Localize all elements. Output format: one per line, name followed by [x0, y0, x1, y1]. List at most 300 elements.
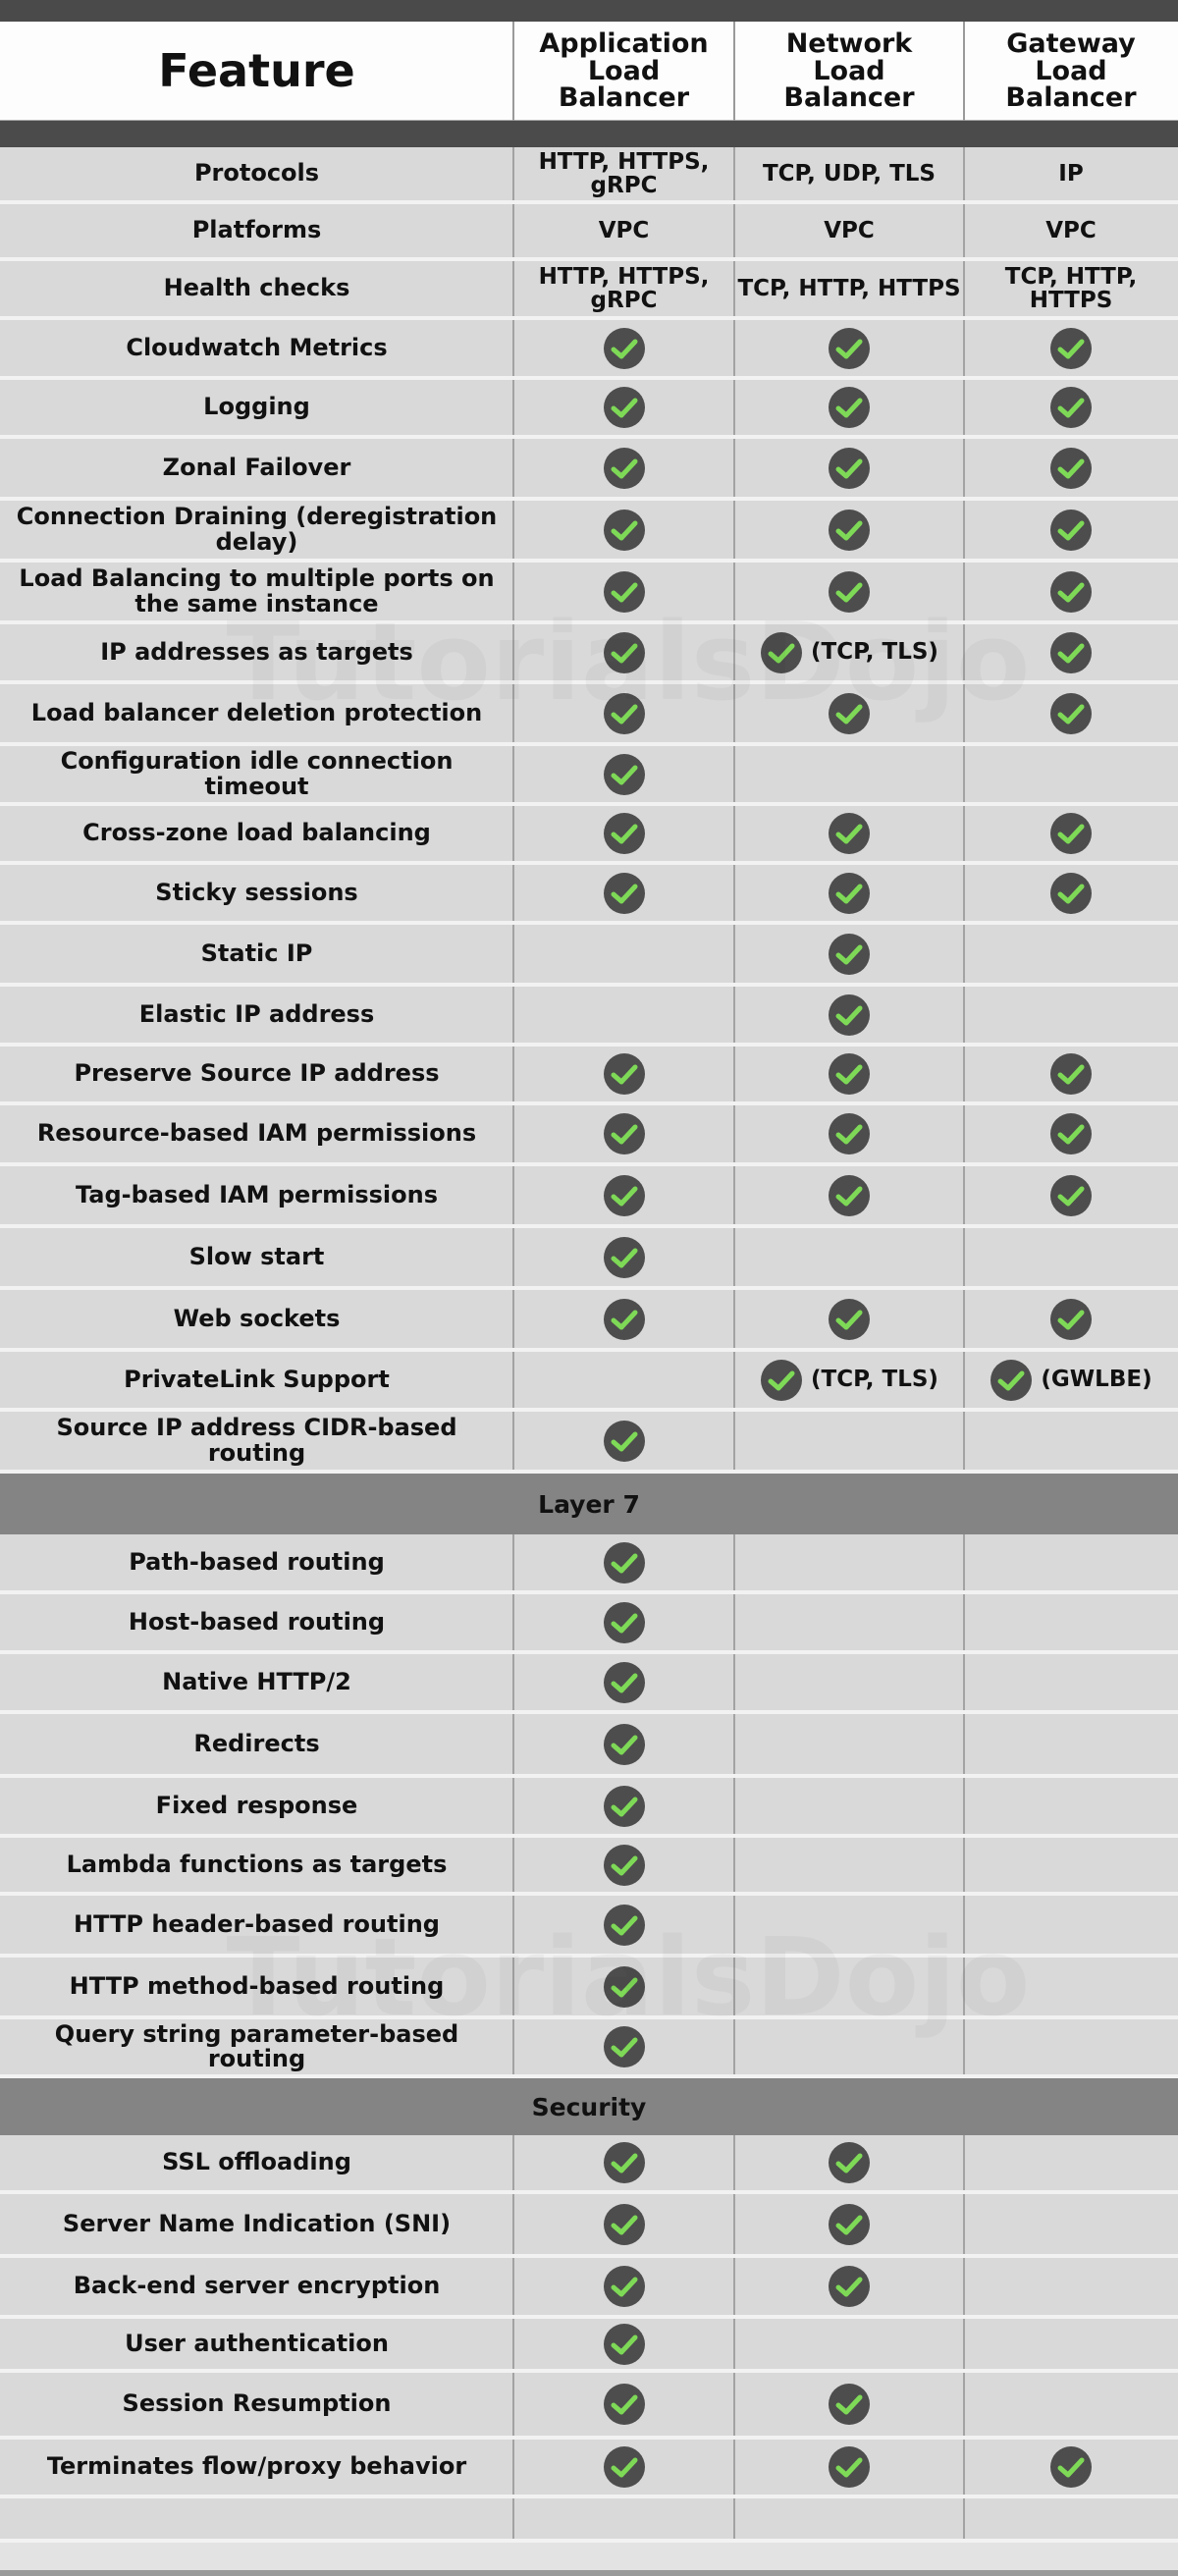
check-circle-icon: [603, 2203, 646, 2246]
column-divider: [512, 2019, 514, 2074]
table-row: [0, 2135, 1178, 2194]
table-row: [0, 261, 1178, 320]
column-divider: [963, 1896, 965, 1954]
column-divider: [963, 1778, 965, 1834]
column-divider: [963, 1290, 965, 1348]
nlb-cell: [734, 2194, 964, 2254]
nlb-cell: [734, 261, 964, 316]
table-row: [0, 439, 1178, 501]
column-divider: [733, 1896, 735, 1954]
table-row: [0, 320, 1178, 380]
check-circle-icon: [603, 509, 646, 552]
check-circle-icon: [603, 1661, 646, 1704]
check-circle-icon: [828, 1052, 871, 1096]
check-circle-icon: [828, 2383, 871, 2426]
nlb-cell: [734, 2319, 964, 2369]
column-divider: [963, 2194, 965, 2254]
table-row: [0, 204, 1178, 261]
nlb-cell: [734, 1534, 964, 1590]
column-divider: [733, 1166, 735, 1224]
feature-cell: Terminates flow/proxy behavior: [46, 2452, 467, 2481]
gwlb-cell: [964, 806, 1178, 861]
column-divider: [512, 563, 514, 620]
nlb-cell: [734, 1838, 964, 1892]
column-divider: [733, 1534, 735, 1590]
check-circle-icon: [603, 2383, 646, 2426]
feature-cell: Cross-zone load balancing: [82, 819, 431, 847]
column-divider: [733, 1105, 735, 1162]
column-divider: [733, 563, 735, 620]
column-divider: [733, 2194, 735, 2254]
check-circle-icon: [603, 1298, 646, 1341]
column-divider: [512, 1896, 514, 1954]
alb-cell: [513, 1838, 734, 1892]
check-circle-icon: [1049, 692, 1093, 735]
table-row: [0, 1838, 1178, 1896]
nlb-cell: [734, 1958, 964, 2015]
cell-value: TCP, UDP, TLS: [762, 160, 936, 187]
check-circle-icon: [1049, 509, 1093, 552]
gwlb-cell: [964, 563, 1178, 620]
gwlb-cell: [964, 1838, 1178, 1892]
top-bar: [0, 0, 1178, 22]
gwlb-cell: [964, 2194, 1178, 2254]
alb-cell: [513, 2019, 734, 2074]
check-circle-icon: [603, 1844, 646, 1887]
nlb-cell: [734, 563, 964, 620]
column-divider: [512, 2498, 514, 2539]
feature-cell: Load Balancing to multiple ports on the same instance: [19, 564, 495, 617]
gwlb-cell: [964, 501, 1178, 559]
table-row: [0, 987, 1178, 1046]
check-circle-icon: [760, 1359, 803, 1402]
column-divider: [963, 380, 965, 435]
gwlb-cell: [964, 204, 1178, 257]
feature-cell: Slow start: [188, 1242, 325, 1270]
table-row: [0, 2498, 1178, 2543]
gwlb-cell: [964, 746, 1178, 802]
column-divider: [733, 987, 735, 1043]
alb-cell: [513, 1105, 734, 1162]
check-circle-icon: [603, 753, 646, 796]
column-divider: [512, 1228, 514, 1286]
gwlb-cell: [964, 439, 1178, 497]
table-row: [0, 925, 1178, 987]
column-divider: [512, 1594, 514, 1650]
column-divider: [512, 684, 514, 742]
column-divider: [512, 987, 514, 1043]
column-divider: [733, 2498, 735, 2539]
table-row: [0, 1778, 1178, 1838]
column-divider: [963, 1166, 965, 1224]
table-row: [0, 147, 1178, 204]
check-circle-icon: [603, 1904, 646, 1947]
feature-cell: Tag-based IAM permissions: [75, 1180, 438, 1208]
alb-cell: [513, 865, 734, 921]
alb-cell: [513, 2373, 734, 2436]
column-divider: [512, 147, 514, 200]
feature-cell: IP addresses as targets: [100, 637, 413, 666]
column-divider: [733, 1838, 735, 1892]
column-divider: [733, 865, 735, 921]
nlb-cell: [734, 1412, 964, 1470]
check-circle-icon: [828, 2265, 871, 2308]
column-divider: [512, 1166, 514, 1224]
column-divider: [733, 439, 735, 497]
check-circle-icon: [760, 631, 803, 674]
gwlb-cell: [964, 1534, 1178, 1590]
table-row: [0, 2440, 1178, 2498]
column-divider: [963, 865, 965, 921]
table-row: [0, 1958, 1178, 2019]
check-circle-icon: [828, 692, 871, 735]
alb-cell: [513, 501, 734, 559]
alb-cell: [513, 1352, 734, 1408]
alb-cell: [513, 925, 734, 983]
column-divider: [963, 1352, 965, 1408]
check-circle-icon: [603, 1236, 646, 1279]
alb-cell: [513, 1046, 734, 1101]
check-circle-icon: [603, 1965, 646, 2009]
column-divider: [733, 204, 735, 257]
table-row: [0, 1896, 1178, 1958]
gwlb-cell: [964, 1958, 1178, 2015]
alb-cell: [513, 1594, 734, 1650]
nlb-cell: [734, 2373, 964, 2436]
column-divider: [512, 1352, 514, 1408]
gwlb-cell: [964, 2019, 1178, 2074]
nlb-cell: [734, 2498, 964, 2539]
gwlb-cell: [964, 2258, 1178, 2315]
check-circle-icon: [603, 447, 646, 490]
feature-cell: Configuration idle connection timeout: [60, 747, 454, 800]
alb-cell: [513, 2135, 734, 2190]
column-divider: [512, 865, 514, 921]
column-divider: [963, 1046, 965, 1101]
nlb-cell: [734, 2258, 964, 2315]
table-row: [0, 1166, 1178, 1228]
nlb-cell: [734, 1714, 964, 1774]
column-divider: [963, 563, 965, 620]
check-circle-icon: [603, 2445, 646, 2489]
check-circle-icon: [1049, 872, 1093, 915]
nlb-cell: [734, 1896, 964, 1954]
check-circle-icon: [1049, 812, 1093, 855]
feature-cell: Platforms: [191, 216, 322, 244]
check-circle-icon: [828, 2203, 871, 2246]
column-divider: [512, 320, 514, 376]
feature-cell: Server Name Indication (SNI): [62, 2209, 452, 2237]
check-circle-icon: [1049, 2445, 1093, 2489]
alb-cell: [513, 2440, 734, 2495]
feature-cell: User authentication: [125, 2329, 389, 2357]
column-divider: [963, 925, 965, 983]
gwlb-cell: [964, 987, 1178, 1043]
check-circle-icon: [603, 1785, 646, 1828]
column-divider: [963, 1534, 965, 1590]
gwlb-cell: [964, 2440, 1178, 2495]
check-circle-icon: [828, 2141, 871, 2184]
column-divider: [963, 1412, 965, 1470]
column-divider: [512, 2373, 514, 2436]
alb-cell: [513, 2319, 734, 2369]
feature-cell: Sticky sessions: [155, 878, 358, 906]
column-divider: [512, 806, 514, 861]
gwlb-cell: [964, 2498, 1178, 2539]
column-divider: [733, 1594, 735, 1650]
cell-value: VPC: [824, 217, 875, 243]
column-divider: [512, 1412, 514, 1470]
table-row: [0, 563, 1178, 624]
table-row: [0, 624, 1178, 684]
alb-cell: [513, 1714, 734, 1774]
cell-value: IP: [1058, 160, 1084, 187]
gwlb-cell: [964, 1412, 1178, 1470]
table-row: [0, 865, 1178, 925]
check-circle-icon: [828, 2445, 871, 2489]
nlb-cell: [734, 746, 964, 802]
alb-cell: [513, 1534, 734, 1590]
check-circle-icon: [603, 1541, 646, 1584]
column-divider: [963, 806, 965, 861]
gwlb-cell: [964, 147, 1178, 200]
table-row: [0, 746, 1178, 806]
column-divider: [512, 624, 514, 680]
table-row: [0, 1105, 1178, 1166]
alb-cell: [513, 147, 734, 200]
nlb-cell: [734, 1594, 964, 1650]
gwlb-cell: [964, 2319, 1178, 2369]
alb-cell: [513, 987, 734, 1043]
column-divider: [733, 1290, 735, 1348]
column-divider: [512, 2135, 514, 2190]
alb-cell: [513, 1228, 734, 1286]
check-circle-icon: [828, 872, 871, 915]
nlb-cell: [734, 204, 964, 257]
cell-note: (TCP, TLS): [811, 639, 938, 666]
gwlb-cell: [964, 2373, 1178, 2436]
column-divider: [963, 1958, 965, 2015]
column-divider: [963, 1228, 965, 1286]
section-header: Layer 7: [0, 1474, 1178, 1534]
gwlb-cell: [964, 1594, 1178, 1650]
table-row: [0, 1412, 1178, 1474]
column-divider: [963, 2135, 965, 2190]
nlb-cell: [734, 806, 964, 861]
column-divider: [963, 746, 965, 802]
feature-cell: Preserve Source IP address: [74, 1059, 440, 1088]
column-divider: [733, 684, 735, 742]
check-circle-icon: [603, 692, 646, 735]
check-circle-icon: [828, 1174, 871, 1217]
column-divider: [512, 1714, 514, 1774]
column-divider: [733, 261, 735, 316]
feature-cell: Session Resumption: [122, 2389, 392, 2418]
column-divider: [963, 2373, 965, 2436]
column-divider: [733, 2019, 735, 2074]
cell-value: VPC: [1045, 217, 1097, 243]
nlb-cell: [734, 865, 964, 921]
gwlb-cell: [964, 1654, 1178, 1710]
feature-cell: Health checks: [163, 274, 350, 302]
column-divider: [733, 1654, 735, 1710]
nlb-cell: [734, 2440, 964, 2495]
nlb-cell: [734, 684, 964, 742]
cell-value: TCP, HTTP, HTTPS: [1004, 263, 1138, 313]
column-divider: [963, 987, 965, 1043]
check-circle-icon: [603, 812, 646, 855]
alb-cell: [513, 684, 734, 742]
nlb-cell: [734, 501, 964, 559]
nlb-cell: [734, 380, 964, 435]
check-circle-icon: [828, 812, 871, 855]
column-divider: [963, 2440, 965, 2495]
column-divider: [512, 204, 514, 257]
cell-value: TCP, HTTP, HTTPS: [737, 275, 961, 301]
feature-cell: Resource-based IAM permissions: [36, 1119, 477, 1148]
column-divider: [512, 1958, 514, 2015]
check-circle-icon: [1049, 327, 1093, 370]
feature-cell: Source IP address CIDR-based routing: [56, 1414, 457, 1467]
nlb-cell: [734, 624, 964, 680]
feature-cell: Load balancer deletion protection: [30, 698, 483, 726]
column-divider: [733, 2258, 735, 2315]
alb-cell: [513, 1654, 734, 1710]
check-circle-icon: [603, 1112, 646, 1155]
alb-cell: [513, 320, 734, 376]
gwlb-cell: [964, 1290, 1178, 1348]
column-divider: [733, 2135, 735, 2190]
column-divider: [512, 2258, 514, 2315]
column-divider: [963, 1105, 965, 1162]
cell-value: HTTP, HTTPS, gRPC: [538, 148, 710, 198]
header-separator-bar: [0, 121, 1178, 147]
column-divider: [733, 2319, 735, 2369]
table-row: [0, 1654, 1178, 1714]
check-circle-icon: [603, 1723, 646, 1766]
table-row: [0, 501, 1178, 563]
column-divider: [512, 2194, 514, 2254]
gwlb-cell: [964, 380, 1178, 435]
check-circle-icon: [828, 509, 871, 552]
nlb-cell: [734, 1290, 964, 1348]
table-row: [0, 2019, 1178, 2078]
table-row: [0, 1228, 1178, 1290]
column-divider: [512, 380, 514, 435]
column-divider: [512, 2319, 514, 2369]
check-circle-icon: [1049, 1052, 1093, 1096]
table-row: [0, 684, 1178, 746]
check-circle-icon: [1049, 447, 1093, 490]
column-divider: [733, 1714, 735, 1774]
header-application-load-balancer: Application Load Balancer: [539, 27, 709, 114]
feature-cell: Static IP: [200, 939, 313, 967]
check-circle-icon: [603, 327, 646, 370]
column-divider: [733, 746, 735, 802]
alb-cell: [513, 380, 734, 435]
column-divider: [733, 925, 735, 983]
check-circle-icon: [828, 327, 871, 370]
check-circle-icon: [603, 872, 646, 915]
table-row: [0, 806, 1178, 865]
feature-cell: SSL offloading: [162, 2148, 351, 2176]
header-gateway-load-balancer: Gateway Load Balancer: [1005, 27, 1137, 114]
header-divider: [512, 22, 514, 121]
column-divider: [512, 746, 514, 802]
gwlb-cell: [964, 2135, 1178, 2190]
column-divider: [733, 1778, 735, 1834]
check-circle-icon: [1049, 386, 1093, 429]
table-row: [0, 1714, 1178, 1778]
alb-cell: [513, 439, 734, 497]
check-circle-icon: [828, 386, 871, 429]
column-divider: [733, 1412, 735, 1470]
feature-cell: HTTP method-based routing: [69, 1971, 445, 2000]
column-divider: [512, 925, 514, 983]
alb-cell: [513, 806, 734, 861]
alb-cell: [513, 2498, 734, 2539]
column-divider: [963, 684, 965, 742]
table-row: [0, 2258, 1178, 2319]
column-divider: [963, 2498, 965, 2539]
check-circle-icon: [828, 447, 871, 490]
cell-note: (GWLBE): [1041, 1367, 1152, 1393]
column-divider: [963, 320, 965, 376]
check-circle-icon: [1049, 1174, 1093, 1217]
gwlb-cell: [964, 925, 1178, 983]
column-divider: [733, 320, 735, 376]
feature-cell: Back-end server encryption: [73, 2272, 441, 2300]
check-circle-icon: [828, 570, 871, 614]
column-divider: [733, 147, 735, 200]
alb-cell: [513, 261, 734, 316]
feature-cell: Web sockets: [173, 1304, 341, 1332]
check-circle-icon: [603, 2265, 646, 2308]
column-divider: [963, 1714, 965, 1774]
alb-cell: [513, 1166, 734, 1224]
header-network-load-balancer: Network Load Balancer: [783, 27, 915, 114]
table-header: [0, 22, 1178, 121]
column-divider: [512, 501, 514, 559]
column-divider: [963, 2319, 965, 2369]
column-divider: [512, 1105, 514, 1162]
gwlb-cell: [964, 1778, 1178, 1834]
feature-cell: Cloudwatch Metrics: [126, 333, 388, 361]
header-feature: Feature: [158, 43, 355, 97]
alb-cell: [513, 2258, 734, 2315]
gwlb-cell: [964, 684, 1178, 742]
check-circle-icon: [603, 1420, 646, 1463]
feature-cell: Logging: [203, 393, 310, 421]
table-row: [0, 1594, 1178, 1654]
alb-cell: [513, 1290, 734, 1348]
cell-note: (TCP, TLS): [811, 1367, 938, 1393]
feature-cell: Connection Draining (deregistration delay): [16, 503, 498, 556]
cell-value: VPC: [598, 217, 650, 243]
gwlb-cell: [964, 1896, 1178, 1954]
gwlb-cell: [964, 865, 1178, 921]
feature-cell: Redirects: [193, 1729, 320, 1757]
column-divider: [963, 2258, 965, 2315]
column-divider: [963, 1838, 965, 1892]
check-circle-icon: [828, 993, 871, 1037]
check-circle-icon: [603, 2141, 646, 2184]
column-divider: [963, 1654, 965, 1710]
feature-cell: Protocols: [193, 159, 320, 188]
gwlb-cell: [964, 624, 1178, 680]
table-row: [0, 2373, 1178, 2440]
nlb-cell: [734, 1166, 964, 1224]
